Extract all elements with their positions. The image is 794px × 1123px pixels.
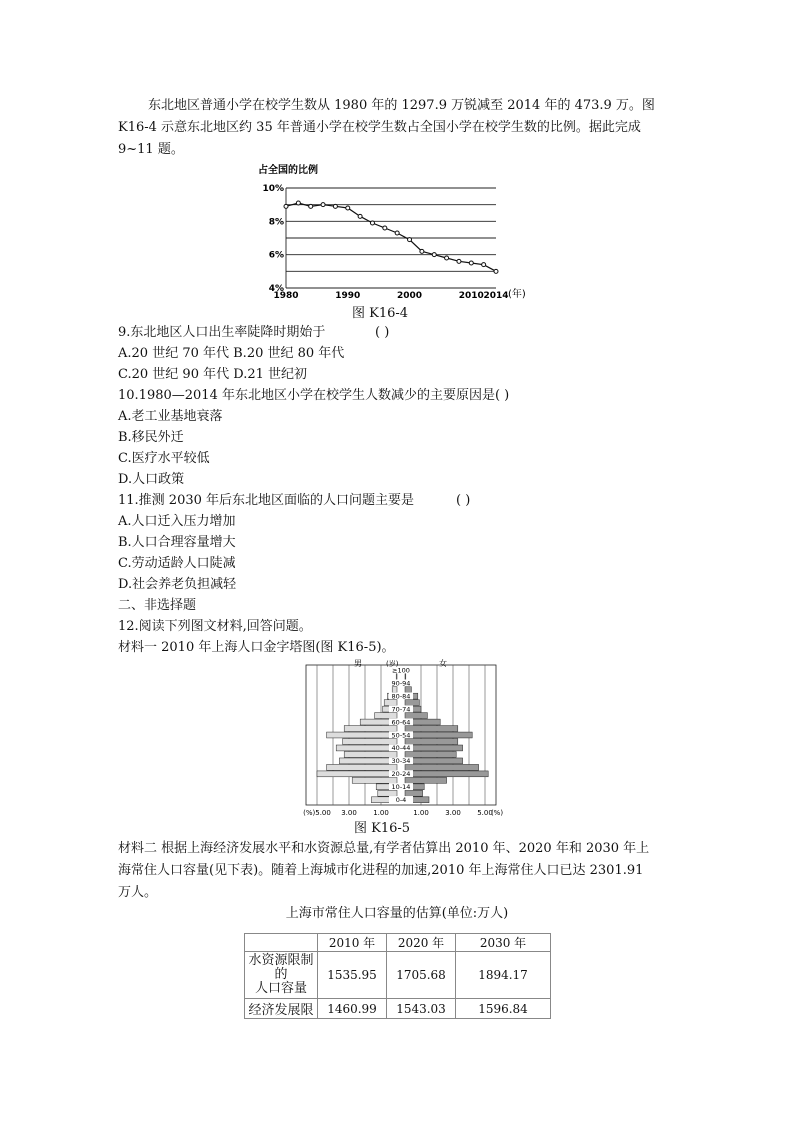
data-point — [457, 259, 461, 263]
q9-options-cd: C.20 世纪 90 年代 D.21 世纪初 — [118, 367, 307, 382]
q10-option-c: C.医疗水平较低 — [118, 451, 210, 466]
intro-line-2: K16-4 示意东北地区约 35 年普通小学在校学生数占全国小学在校学生数的比例。据此完成 — [118, 120, 641, 135]
data-point — [395, 231, 399, 235]
age-label: 60-64 — [391, 718, 411, 727]
q9-options-ab: A.20 世纪 70 年代 B.20 世纪 80 年代 — [118, 346, 345, 361]
table-cell: 1596.84 — [456, 999, 551, 1019]
material-1: 材料一 2010 年上海人口金字塔图(图 K16-5)。 — [118, 640, 395, 655]
female-bar — [405, 758, 463, 764]
section-heading: 二、非选择题 — [118, 598, 197, 613]
q11-option-b: B.人口合理容量增大 — [118, 535, 236, 550]
figure-caption-k16-4: 图 K16-4 — [351, 306, 409, 321]
x-tick-label: 2014 — [483, 291, 509, 301]
material-2-line-2: 海常住人口容量(见下表)。随着上海城市化进程的加速,2010 年上海常住人口已达 2301.91 — [118, 863, 644, 878]
x-tick-label: 2010 — [458, 291, 484, 301]
q11-option-a: A.人口迁入压力增加 — [118, 514, 236, 529]
q9-answer-paren: ( ) — [375, 325, 390, 340]
male-bar — [317, 771, 397, 777]
age-label: 80-84 — [391, 692, 411, 701]
data-point — [383, 226, 387, 230]
male-bar — [343, 739, 397, 745]
table-header-cell: 2020 年 — [387, 934, 456, 952]
female-bar — [405, 771, 488, 777]
capacity-table — [244, 933, 551, 1019]
male-bar — [378, 790, 397, 796]
row-label: 经济发展限 — [245, 999, 318, 1019]
q10-option-b: B.移民外迁 — [118, 430, 184, 445]
q12-stem: 12.阅读下列图文材料,回答问题。 — [118, 619, 312, 634]
row-label — [245, 952, 318, 999]
row-label-line: 人口容量 — [254, 981, 307, 996]
x-tick-label: 5.00 — [477, 809, 493, 817]
material-2-line-3: 万人。 — [118, 885, 158, 900]
q11-option-c: C.劳动适龄人口陡减 — [118, 556, 236, 571]
figure-caption-k16-5: 图 K16-5 — [353, 821, 411, 836]
q9-stem: 9.东北地区人口出生率陡降时期始于 — [118, 325, 326, 340]
x-tick-label: (%)5.00 — [303, 809, 331, 817]
data-point — [346, 206, 350, 210]
female-bar — [405, 764, 479, 770]
x-unit-label: (%) — [490, 809, 504, 817]
age-unit-label: (岁) — [386, 660, 399, 668]
y-tick-label: 4% — [268, 284, 284, 294]
male-bar — [327, 764, 397, 770]
male-bar — [327, 732, 397, 738]
male-bar — [344, 751, 397, 757]
age-label: 20-24 — [391, 770, 411, 779]
q10-option-a: A.老工业基地衰落 — [118, 409, 223, 424]
intro-line-3: 9~11 题。 — [118, 142, 184, 157]
q11-stem: 11.推测 2030 年后东北地区面临的人口问题主要是 — [118, 493, 415, 508]
female-label: 女 — [439, 659, 447, 668]
male-bar — [336, 745, 397, 751]
data-point — [321, 203, 325, 207]
table-cell: 1705.68 — [387, 952, 456, 999]
female-bar — [405, 739, 458, 745]
data-point — [284, 204, 288, 208]
age-label: 40-44 — [391, 744, 411, 753]
female-bar — [405, 777, 447, 783]
data-point — [370, 221, 374, 225]
q10-option-d: D.人口政策 — [118, 472, 185, 487]
data-point — [432, 253, 436, 257]
age-label: 70-74 — [391, 705, 411, 714]
y-tick-label: 10% — [262, 184, 284, 194]
table-header-cell — [245, 934, 318, 952]
x-tick-label: 3.00 — [341, 809, 357, 817]
x-tick-label: 1.00 — [373, 809, 389, 817]
table-row — [245, 952, 551, 999]
data-point — [408, 238, 412, 242]
x-tick-label: 1980 — [273, 291, 299, 301]
age-label: ≥100 — [392, 666, 410, 675]
table-cell: 1535.95 — [318, 952, 387, 999]
data-point — [309, 204, 313, 208]
age-label: 50-54 — [391, 731, 411, 740]
row-label-line: 水资源限制 — [248, 953, 314, 968]
data-point — [296, 201, 300, 205]
data-point — [469, 261, 473, 265]
x-tick-label: 1.00 — [413, 809, 429, 817]
line-chart-k16-4 — [258, 160, 538, 302]
table-cell: 1894.17 — [456, 952, 551, 999]
male-bar — [352, 777, 397, 783]
x-tick-label: 2000 — [396, 291, 423, 301]
y-tick-label: 8% — [268, 217, 284, 228]
female-bar — [405, 726, 458, 732]
data-point — [333, 204, 337, 208]
table-cell: 1460.99 — [318, 999, 387, 1019]
data-point — [445, 256, 449, 260]
male-bar — [344, 726, 397, 732]
age-label: 0-4 — [395, 796, 407, 805]
male-bar — [339, 758, 397, 764]
female-bar — [405, 790, 423, 796]
material-2-line-1: 材料二 根据上海经济发展水平和水资源总量,有学者估算出 2010 年、2020 年和 2030 年上 — [118, 841, 650, 856]
data-point — [420, 249, 424, 253]
age-label: 10-14 — [391, 783, 411, 792]
table-header-cell: 2010 年 — [318, 934, 387, 952]
female-bar — [405, 745, 463, 751]
intro-line-1: 东北地区普通小学在校学生数从 1980 年的 1297.9 万锐减至 2014 年的 473.9 万。图 — [148, 98, 655, 113]
x-tick-label: 3.00 — [445, 809, 461, 817]
female-bar — [405, 732, 472, 738]
population-pyramid-k16-5 — [294, 657, 510, 821]
x-tick-label: 1990 — [335, 291, 361, 301]
y-axis-label: 占全国的比例 — [258, 165, 318, 176]
data-point — [494, 269, 498, 273]
q11-option-d: D.社会养老负担减轻 — [118, 577, 237, 592]
age-label: 30-34 — [391, 757, 411, 766]
table-cell: 1543.03 — [387, 999, 456, 1019]
q10-stem: 10.1980—2014 年东北地区小学在校学生人数减少的主要原因是( ) — [118, 388, 510, 403]
data-point — [482, 263, 486, 267]
table-title: 上海市常住人口容量的估算(单位:万人) — [285, 906, 509, 921]
series-line — [286, 203, 496, 271]
q11-answer-paren: ( ) — [456, 493, 471, 508]
table-header-cell: 2030 年 — [456, 934, 551, 952]
table-row — [245, 999, 551, 1019]
y-tick-label: 6% — [268, 250, 284, 261]
data-point — [358, 214, 362, 218]
row-label-line: 的 — [274, 967, 288, 982]
table-header-row — [245, 934, 551, 952]
male-label: 男 — [354, 659, 362, 668]
female-bar — [405, 751, 456, 757]
x-axis-label: (年) — [508, 289, 526, 300]
age-label: 90-94 — [391, 679, 411, 688]
